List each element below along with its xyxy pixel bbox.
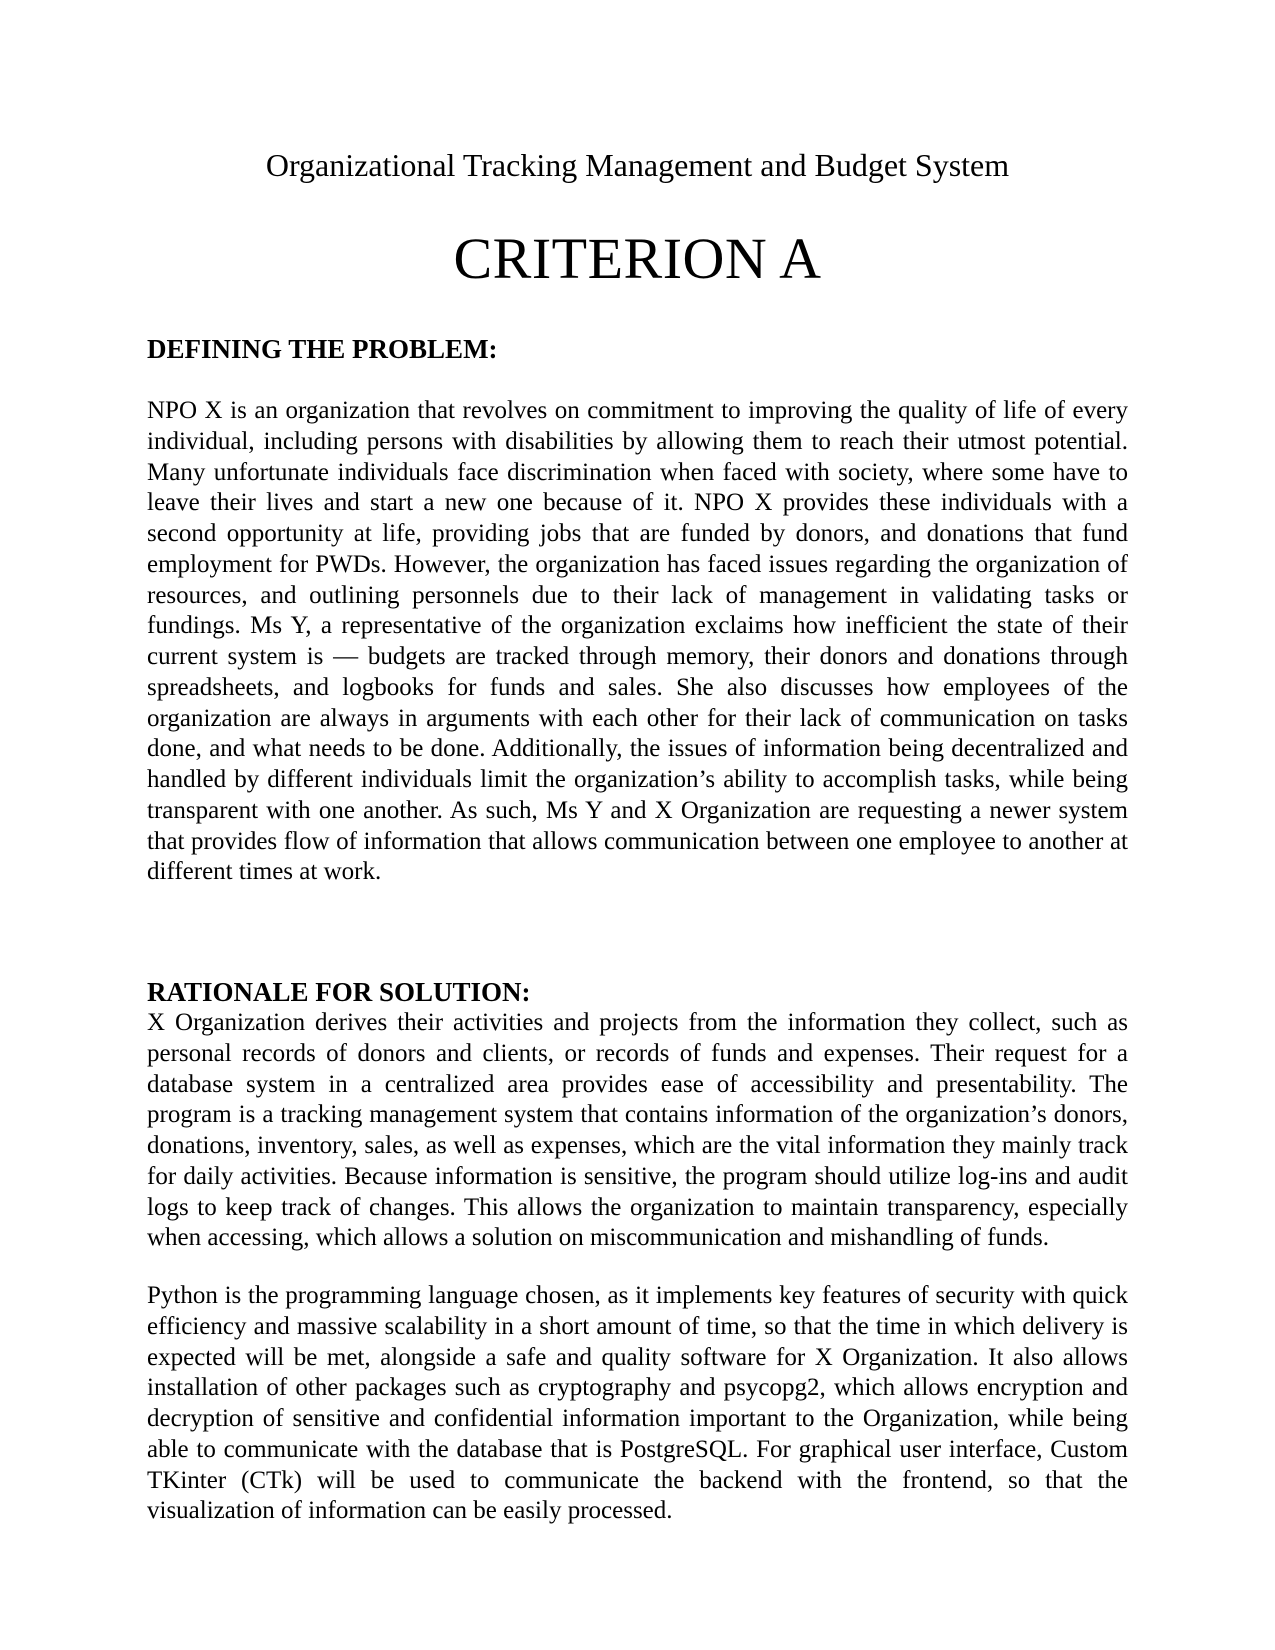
- section-heading-defining-the-problem: DEFINING THE PROBLEM:: [147, 334, 498, 364]
- section-defining-the-problem: [147, 334, 1128, 888]
- section-heading-rationale-for-solution: RATIONALE FOR SOLUTION:: [147, 977, 531, 1007]
- criterion-heading: CRITERION A: [453, 226, 822, 291]
- paragraph-defining-the-problem: NPO X is an organization that revolves on commitment to improving the quality of life of every individual, including persons with disabilities by allowing them to reach their utmost potential. Many unfortunate individuals face discrimination when faced with society, where some have to leave their lives and start a new one because of it. NPO X provides these individuals with a second opportunity at life, providing jobs that are funded by donors, and donations that fund employment for PWDs. However, the organization has faced issues regarding the organization of resources, and outlining personnels due to their lack of management in validating tasks or fundings. Ms Y, a representative of the organization exclaims how inefficient the state of their current system is — budgets are tracked through memory, their donors and donations through spreadsheets, and logbooks for funds and sales. She also discusses how employees of the organization are always in arguments with each other for their lack of communication on tasks done, and what needs to be done. Additionally, the issues of information being decentralized and handled by different individuals limit the organization’s ability to accomplish tasks, while being transparent with one another. As such, Ms Y and X Organization are requesting a newer system that provides flow of information that allows communication between one employee to another at different times at work.: [147, 397, 1128, 886]
- section-rationale-for-solution: [147, 977, 1128, 1527]
- document-title: Organizational Tracking Management and Budget System: [265, 147, 1010, 183]
- paragraph-rationale-database: X Organization derives their activities and projects from the information they collect, such as personal records of donors and clients, or records of funds and expenses. Their request for a database system in a centralized area provides ease of accessibility and presentability. The program is a tracking management system that contains information of the organization’s donors, donations, inventory, sales, as well as expenses, which are the vital information they mainly track for daily activities. Because information is sensitive, the program should utilize log-ins and audit logs to keep track of changes. This allows the organization to maintain transparency, especially when accessing, which allows a solution on miscommunication and mishandling of funds.: [147, 1009, 1128, 1252]
- paragraph-rationale-python: Python is the programming language chosen, as it implements key features of security with quick efficiency and massive scalability in a short amount of time, so that the time in which delivery is expected will be met, alongside a safe and quality software for X Organization. It also allows installation of other packages such as cryptography and psycopg2, which allows encryption and decryption of sensitive and confidential information important to the Organization, while being able to communicate with the database that is PostgreSQL. For graphical user interface, Custom TKinter (CTk) will be used to communicate the backend with the frontend, so that the visualization of information can be easily processed.: [147, 1282, 1128, 1525]
